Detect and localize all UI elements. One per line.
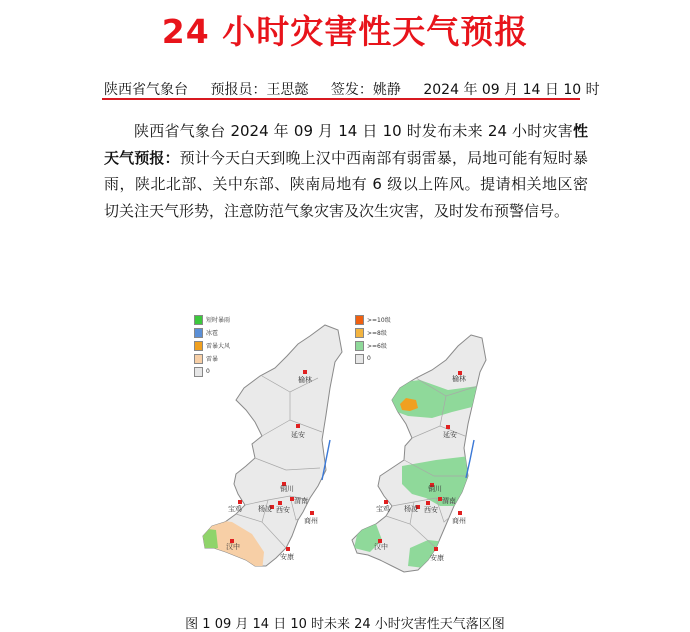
legend-label: >=10级 [367, 317, 391, 324]
body-bold: 性天气预报： [104, 122, 588, 167]
city-label-weinan: 渭南 [442, 497, 456, 505]
body-lead: 陕西省气象台 2024 年 09 月 14 日 10 时发布未来 24 小时灾害 [134, 122, 573, 140]
city-label-ankang: 安康 [430, 554, 444, 562]
city-label-ankang: 安康 [280, 553, 294, 561]
city-label-baoji: 宝鸡 [376, 505, 390, 513]
org-name: 陕西省气象台 [104, 82, 188, 98]
city-label-shangluo: 商州 [304, 517, 318, 525]
legend-label: >=6级 [367, 343, 387, 350]
city-label-yanan: 延安 [443, 431, 457, 439]
city-label-xian: 西安 [424, 506, 438, 514]
city-label-shangluo: 商州 [452, 517, 466, 525]
city-label-weinan: 渭南 [294, 497, 308, 505]
legend-label: >=8级 [367, 330, 387, 337]
city-label-yanan: 延安 [291, 431, 305, 439]
legend-label: 短时暴雨 [206, 317, 231, 324]
legend-label: 0 [206, 368, 210, 375]
forecaster: 预报员：王思懿 [210, 82, 309, 98]
city-label-tongchuan: 铜川 [280, 485, 294, 493]
city-label-yulin: 榆林 [452, 375, 466, 383]
city-label-yulin: 榆林 [298, 376, 312, 384]
legend-label: 0 [367, 355, 371, 362]
city-label-yangling: 杨凌 [404, 505, 418, 513]
body-text: 预计今天白天到晚上汉中西南部有弱雷暴，局地可能有短时暴雨，陕北北部、关中东部、陕南局地有 6 级以上阵风。提请相关地区密切关注天气形势，注意防范气象灾害及次生灾害，及时发布预警信号。 [104, 148, 588, 220]
city-label-hanzhong: 汉中 [374, 543, 388, 551]
figure-caption: 图 1 09 月 14 日 10 时未来 24 小时灾害性天气落区图 [185, 617, 505, 632]
city-label-xian: 西安 [276, 506, 290, 514]
forecast-title: 24 小时灾害性天气预报 [161, 12, 529, 51]
city-label-hanzhong: 汉中 [226, 543, 240, 551]
legend-label: 雷暴大风 [206, 343, 231, 350]
city-label-yangling: 杨凌 [258, 505, 272, 513]
legend-label: 冰雹 [206, 330, 219, 337]
legend-label: 雷暴 [206, 356, 219, 363]
issue-date: 2024 年 09 月 14 日 10 时 [423, 82, 600, 98]
issuer: 签发：姚静 [330, 82, 401, 98]
city-label-baoji: 宝鸡 [228, 505, 242, 513]
city-label-tongchuan: 铜川 [428, 485, 442, 493]
